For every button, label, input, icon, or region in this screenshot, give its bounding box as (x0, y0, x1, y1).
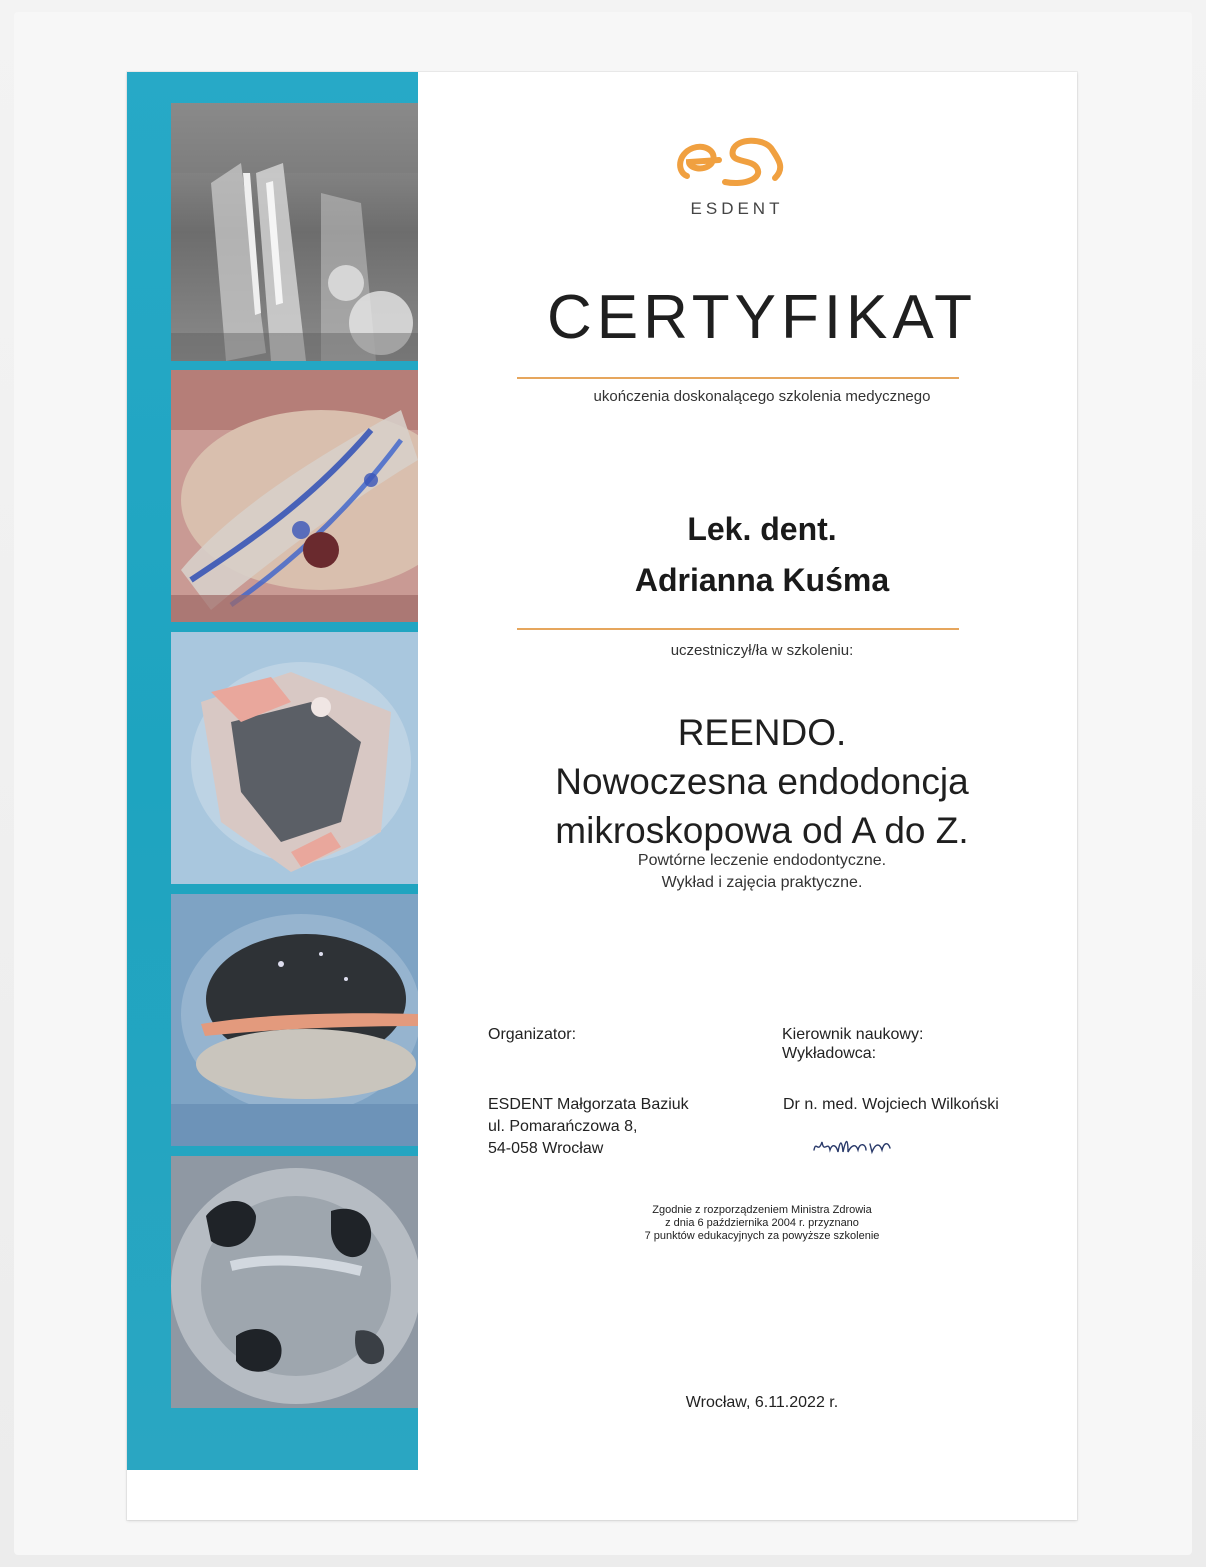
title-divider (517, 377, 959, 379)
brand-name: ESDENT (690, 199, 784, 218)
scientific-director-label: Kierownik naukowy: (782, 1026, 924, 1043)
handwritten-signature (810, 1130, 910, 1167)
recipient-title: Lek. dent. (687, 511, 837, 547)
course-subtitle-line-1: Powtórne leczenie endodontyczne. (637, 852, 887, 869)
organizer-city: 54-058 Wrocław (488, 1140, 604, 1157)
certificate-subtitle: ukończenia doskonalącego szkolenia medycznego (593, 388, 931, 405)
ministry-note-line-1: Zgodnie z rozporządzeniem Ministra Zdrowia (652, 1204, 872, 1216)
course-title-line-2: Nowoczesna endodoncja (555, 761, 969, 802)
stained-tooth-photo (171, 370, 418, 622)
participation-text: uczestniczył/ła w szkoleniu: (670, 642, 854, 659)
organizer-name: ESDENT Małgorzata Baziuk (488, 1096, 689, 1113)
name-divider (517, 628, 959, 630)
course-title-line-1: REENDO. (677, 712, 847, 753)
recipient-name: Adrianna Kuśma (634, 562, 890, 598)
photo-strip (127, 72, 418, 1470)
filling-tooth-photo (171, 632, 418, 884)
organizer-label: Organizator: (488, 1026, 577, 1043)
lecturer-label: Wykładowca: (782, 1045, 877, 1062)
organizer-street: ul. Pomarańczowa 8, (488, 1118, 638, 1135)
certificate-title: CERTYFIKAT (546, 283, 978, 352)
xray-photo (171, 103, 418, 361)
course-title-line-3: mikroskopowa od A do Z. (555, 810, 969, 851)
place-and-date: Wrocław, 6.11.2022 r. (685, 1394, 839, 1411)
lecturer-name: Dr n. med. Wojciech Wilkoński (783, 1096, 999, 1113)
course-subtitle-line-2: Wykład i zajęcia praktyczne. (661, 874, 863, 891)
ministry-note-line-3: 7 punktów edukacyjnych za powyższe szkolenie (644, 1230, 880, 1242)
root-canal-photo (171, 894, 418, 1146)
canal-orifices-photo (171, 1156, 418, 1408)
es-monogram-icon (667, 124, 807, 194)
ministry-note-line-2: z dnia 6 października 2004 r. przyznano (665, 1217, 859, 1229)
esdent-logo (667, 124, 807, 219)
certificate-sheet (127, 72, 1077, 1520)
